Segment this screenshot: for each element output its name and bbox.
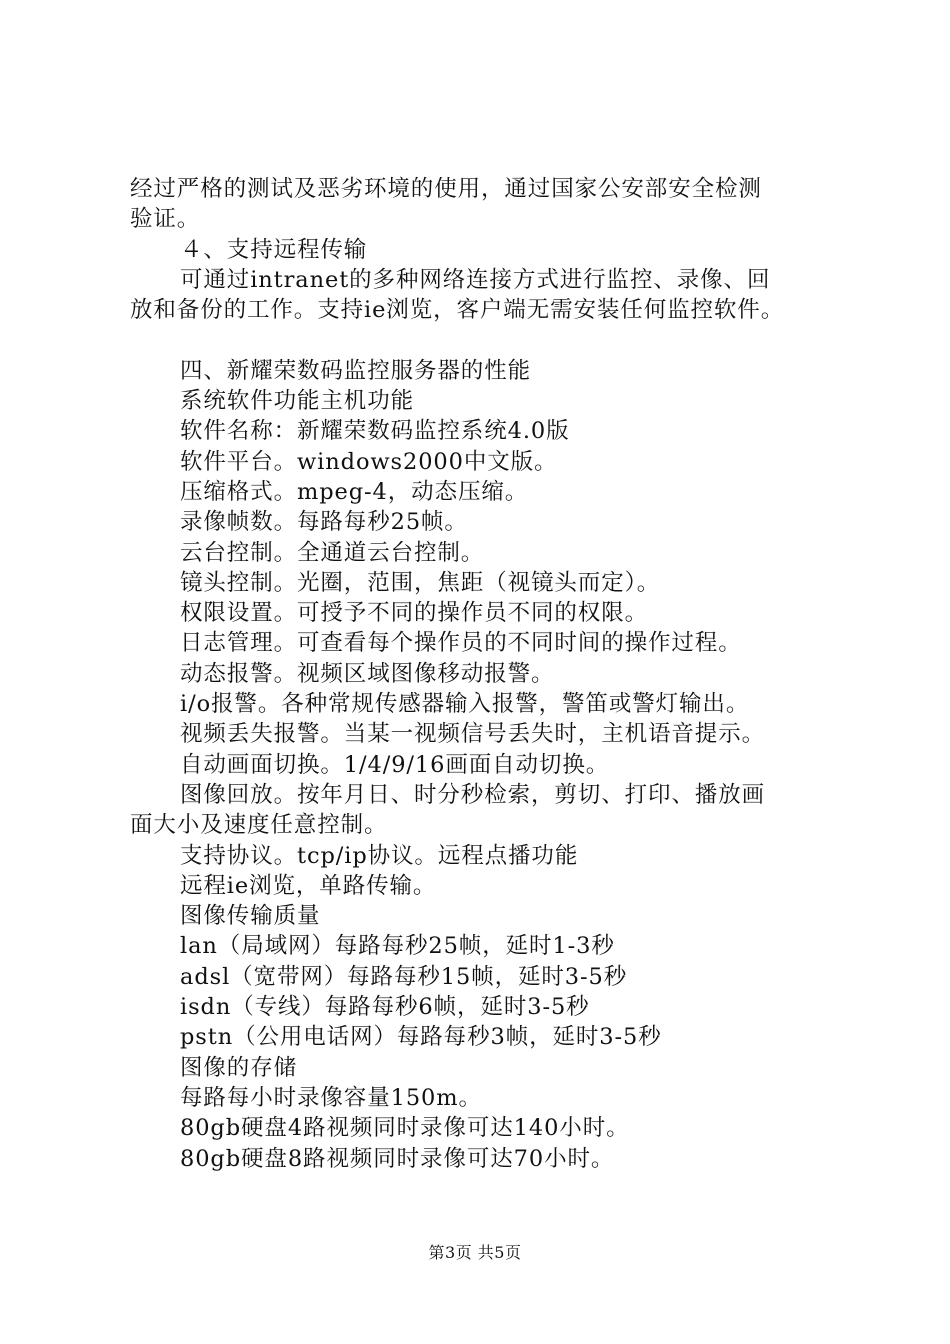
text-line: 镜头控制。光圈，范围，焦距（视镜头而定）。	[180, 569, 661, 596]
text-line: 验证。	[130, 206, 201, 233]
text-line: 动态报警。视频区域图像移动报警。	[180, 660, 555, 687]
text-line: 压缩格式。mpeg-4，动态压缩。	[180, 478, 529, 505]
text-line: 放和备份的工作。支持ie浏览，客户端无需安装任何监控软件。	[130, 297, 785, 324]
text-line: 日志管理。可查看每个操作员的不同时间的操作过程。	[180, 630, 742, 657]
text-line: 可通过intranet的多种网络连接方式进行监控、录像、回	[180, 266, 771, 293]
blank-line	[130, 325, 840, 355]
text-line: 权限设置。可授予不同的操作员不同的权限。	[180, 600, 649, 627]
text-line: 经过严格的测试及恶劣环境的使用，通过国家公安部安全检测	[130, 176, 762, 202]
page-footer: 第3页 共5页	[428, 1243, 522, 1262]
text-line: pstn（公用电话网）每路每秒3帧，延时3-5秒	[180, 1024, 662, 1051]
text-line: 图像回放。按年月日、时分秒检索，剪切、打印、播放画	[180, 781, 766, 808]
text-line: 图像的存储	[180, 1054, 298, 1081]
text-line: 80gb硬盘8路视频同时录像可达70小时。	[180, 1145, 615, 1172]
text-line: 图像传输质量	[180, 903, 321, 930]
text-line: 软件名称：新耀荣数码监控系统4.0版	[180, 418, 570, 445]
text-line: 每路每小时录像容量150m。	[180, 1084, 482, 1111]
text-line: isdn（专线）每路每秒6帧，延时3-5秒	[180, 994, 590, 1021]
text-line: 系统软件功能主机功能	[180, 388, 415, 415]
text-line: i/o报警。各种常规传感器输入报警，警笛或警灯输出。	[180, 691, 750, 718]
text-line: 支持协议。tcp/ip协议。远程点播功能	[180, 842, 579, 869]
text-line: 面大小及速度任意控制。	[130, 812, 388, 839]
text-line: 自动画面切换。1/4/9/16画面自动切换。	[180, 751, 610, 778]
text-line: ４、支持远程传输	[180, 236, 368, 263]
text-line: 录像帧数。每路每秒25帧。	[180, 509, 468, 536]
text-line: 80gb硬盘4路视频同时录像可达140小时。	[180, 1115, 630, 1142]
text-line: 四、新耀荣数码监控服务器的性能	[180, 357, 532, 384]
document-body	[130, 174, 840, 1174]
text-line: adsl（宽带网）每路每秒15帧，延时3-5秒	[180, 963, 628, 990]
text-line: 软件平台。windows2000中文版。	[180, 448, 558, 475]
text-line: 云台控制。全通道云台控制。	[180, 539, 485, 566]
text-line: lan（局域网）每路每秒25帧，延时1-3秒	[180, 933, 615, 960]
text-line: 远程ie浏览，单路传输。	[180, 872, 437, 899]
text-line: 视频丢失报警。当某一视频信号丢失时，主机语音提示。	[180, 721, 766, 748]
